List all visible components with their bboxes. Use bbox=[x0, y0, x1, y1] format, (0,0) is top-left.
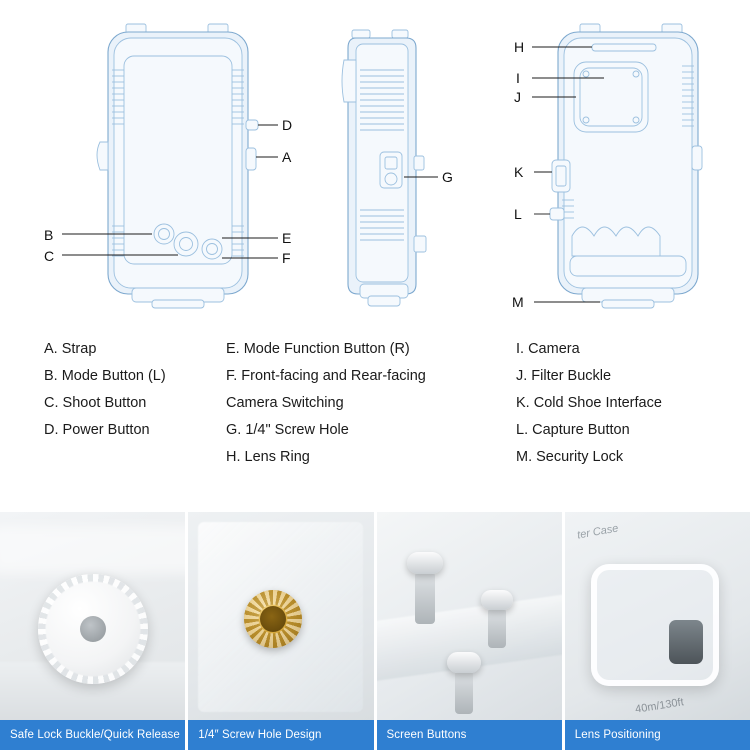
photo-caption: 1/4″ Screw Hole Design bbox=[188, 720, 373, 750]
legend-item: K. Cold Shoe Interface bbox=[516, 395, 662, 411]
callout-E: E bbox=[282, 230, 292, 246]
feature-photo-strip bbox=[0, 512, 750, 750]
legend-column-3 bbox=[516, 336, 746, 471]
brass-screw-threads bbox=[244, 590, 302, 648]
screen-button-3 bbox=[447, 652, 481, 673]
photo-caption: Safe Lock Buckle/Quick Release bbox=[0, 720, 185, 750]
legend-column-2 bbox=[226, 336, 496, 471]
photo-screen-buttons bbox=[377, 512, 562, 750]
photo-safe-lock-buckle bbox=[0, 512, 185, 750]
phone-lens-block bbox=[669, 620, 703, 664]
legend-item: C. Shoot Button bbox=[44, 395, 147, 411]
callout-H: H bbox=[514, 39, 525, 55]
callout-K: K bbox=[514, 164, 524, 180]
legend-column-1 bbox=[44, 336, 224, 444]
legend-item: E. Mode Function Button (R) bbox=[226, 341, 410, 357]
diagram-svg bbox=[0, 0, 750, 330]
photo-caption: Lens Positioning bbox=[565, 720, 750, 750]
callout-L: L bbox=[514, 206, 522, 222]
legend-item: G. 1/4" Screw Hole bbox=[226, 422, 349, 438]
background-blur bbox=[0, 526, 185, 574]
button-shaft-3 bbox=[455, 670, 473, 714]
callout-C: C bbox=[44, 248, 55, 264]
legend-item: J. Filter Buckle bbox=[516, 368, 612, 384]
button-shaft-1 bbox=[415, 572, 435, 624]
callout-A: A bbox=[282, 149, 292, 165]
photo-screw-hole-design bbox=[188, 512, 373, 750]
legend-item: Camera Switching bbox=[226, 395, 344, 411]
lock-knob-teeth bbox=[38, 574, 148, 684]
photo-caption: Screen Buttons bbox=[377, 720, 562, 750]
screen-button-2 bbox=[481, 590, 513, 610]
screen-button-1 bbox=[407, 552, 443, 574]
callout-I: I bbox=[516, 70, 520, 86]
legend-item: A. Strap bbox=[44, 341, 97, 357]
legend-item: B. Mode Button (L) bbox=[44, 368, 166, 384]
callout-B: B bbox=[44, 227, 54, 243]
callout-F: F bbox=[282, 250, 291, 266]
overlay-text-depth: 40m/130ft bbox=[634, 696, 685, 716]
photo-scene bbox=[188, 512, 373, 750]
photo-scene bbox=[0, 512, 185, 750]
back-view bbox=[512, 24, 702, 310]
legend-item: L. Capture Button bbox=[516, 422, 630, 438]
legend-item: D. Power Button bbox=[44, 422, 150, 438]
callout-J: J bbox=[514, 89, 521, 105]
legend-item: M. Security Lock bbox=[516, 449, 624, 465]
legend-item: I. Camera bbox=[516, 341, 580, 357]
photo-lens-positioning bbox=[565, 512, 750, 750]
photo-scene bbox=[565, 512, 750, 750]
legend bbox=[0, 336, 750, 496]
product-callout-diagram bbox=[0, 0, 750, 330]
button-shaft-2 bbox=[488, 608, 506, 648]
callout-D: D bbox=[282, 117, 293, 133]
legend-item: H. Lens Ring bbox=[226, 449, 310, 465]
callout-M: M bbox=[512, 294, 524, 310]
legend-item: F. Front-facing and Rear-facing bbox=[226, 368, 426, 384]
overlay-text-case: ter Case bbox=[576, 522, 620, 542]
front-view bbox=[44, 24, 292, 308]
callout-G: G bbox=[442, 169, 453, 185]
side-view bbox=[342, 30, 453, 306]
photo-scene bbox=[377, 512, 562, 750]
